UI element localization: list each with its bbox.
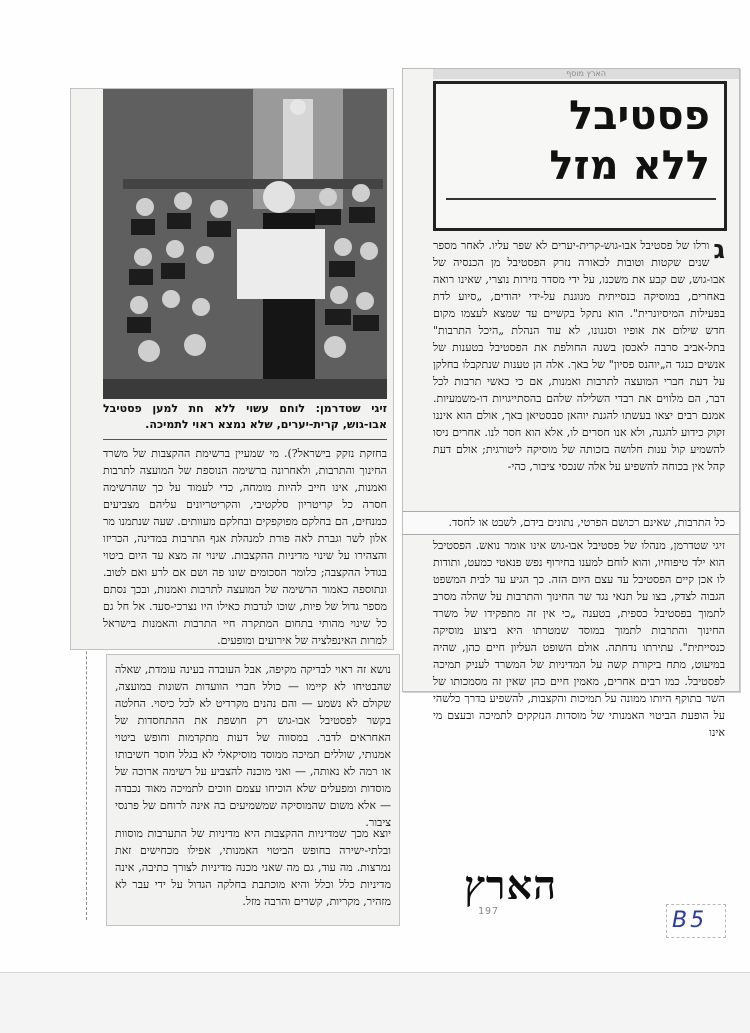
article-column-left-1: בחזקת נזקק בישראל?). מי שמעיין ברשימת ההקצבות של משרד החינוך והתרבות, ולאחרונה ברשימה הנוספת של המועצה לתרבות ואמנות, אינו חייב להיות מומחה, כדי לעמוד על כך שהרשימה חסרה כל קריטריון סלקטיבי, והקריטריונים עליהם מצביעים כמנחים, הם בחלקם מפוקפקים ובחלקם מעוותים. שעה שנתמנו מר אלון לשר וגברת לאה פורת למנהלת אגף התרבות במדינה, הכריזו והצהירו על שינוי מדיניות ההקצבות. שינוי זה מצא עד היום ביטוי בגודל ההקצבה; כלומר הסכומים שונו פה ושם אם לרע ואם לטוב. ונתוספה כאמור הרשימה של המועצה לתרבות ואמנות, ובכך נסתם מספר גדול של פיות, שוכו לנדבות כאילו היו נצרכי-סעד. אל חל גם כל שינוי מהותי בתחום המתקרה חיי התרבות והאמנות בישראל למרות האינפלציה של אירועים ומופעים.	[103, 447, 387, 647]
caption-rule	[103, 439, 387, 440]
date-stamp: 197	[478, 906, 500, 917]
headline-line-2: ללא מזל	[549, 143, 710, 189]
choir-photo	[103, 89, 387, 399]
clipping-left-top	[70, 88, 394, 650]
header-strip: הארץ מוסף	[433, 69, 739, 79]
clipping-right	[402, 68, 740, 739]
drop-cap: ג	[713, 235, 725, 265]
photo-illustration	[103, 89, 387, 399]
article-column-right-2: זיגי שטדרמן, מנהלו של פסטיבל אבו-גוש אינו אומר נואש. הפסטיבל הוא ילד טיפוחיו, והוא לוחם למענו בחירוף נפש פנאטי כמעט, ותודות לו אכן קיים הפסטיבל עד עצם היום הזה. כך הגיע עד לבית המשפט הגבוה לצדק, בצו על תנאי נגד שר החינוך והתרבות על שהלה מסרב לתמוך בפסטיבל כספית, בטענה „כי אין זה מתפקידו של משרד החינוך והתרבות לתמוך במוסד שמטרתו היא ביצוע מוסיקה כנסייתית". עתירתו נדחתה. אולם השופט העליון חיים כהן, שהיה במיעוט, מתח ביקורת קשה על המדיניות של המשרד לעניק תמיכה לפסטיבל. כמו רבים אחרים, מאמין חיים כהן שאין זה מסמכותו של השר בתוקף היותו ממונה על תמיכות והקצבות, להשפיע בדרך כלשהי על הופעת הביטוי האמנותי של מוסדות הנזקקים לתמיכה ובעצם מי אינו	[433, 539, 725, 739]
article-column-left-3: יוצא מכך שמדיניות ההקצבות היא מדיניות של התערבות מוסוות ובלתי-ישירה בחופש הביטוי האמנותי, אפילו מכחישים זאת נמרצות. מה עוד, גם מה שאני מכנה מדיניות לצורך כתיבה, אינה מדיניות כלל וכלל והיא מוכתבת בחלקה הגדול על ידי עבר לא מזהיר, מקריות, קשרים והרבה מזל.	[115, 827, 391, 908]
article-column-left-2: נושא זה ראוי לבדיקה מקיפה, אבל העובדה בעינה עומדת, שאלה שהבטיחו לא קיימו — כולל חברי הוועדות השונות במועצה, שקולם לא נשמע — והם נהנים מקרדיט לא לכל כיסוי. החלטה בקשר לפסטיבל אבו-גוש רק חושפת את ההתחסדות של האחראים לדבר. במסווה של דעות מתקדמות וחופש ביטוי אמנותי, שוללים תמיכה ממוסד מוסיקאלי לא בגלל חוסר חשיבותו או רמה לא נאותה, — ואני מוכנה להצביע על רשימה ארוכה של מוסדות ומפעלים שלא הוכיחו עצמם וזוכים לתמיכה מאוד נכבדה — אלא משום שהמוסיקה שמשמיעים בה אינה לרוחם של פרנסי ציבור.	[115, 663, 391, 829]
article-column-right-1	[433, 237, 725, 505]
headline-rule	[446, 198, 716, 200]
handwritten-page-code: B5	[672, 908, 708, 933]
headline-line-1: פסטיבל	[568, 93, 710, 139]
overlap-strip	[403, 511, 739, 535]
overlap-line: כל התרבות, שאינם רכושם הפרטי, נתונים בידם, לשבט או לחסד.	[448, 516, 725, 529]
photo-caption: זיגי שטדרמן: לוחם עשוי ללא חת למען פסטיבל אבו-גוש, קרית-יערים, שלא נמצא ראוי לתמיכה.	[103, 402, 387, 431]
headline-box	[433, 81, 727, 231]
scan-bottom-margin	[0, 972, 750, 1033]
newspaper-masthead: הארץ	[464, 862, 558, 909]
article-text: ורלו של פסטיבל אבו-גוש-קרית-יערים לא שפר עליו. לאחר מספר שנים שקטות וטובות לכאורה נזרק הפסטיבל מן הכנסיה של אבו-גוש, שם קבע את משכנו, על ידי מסדר נזירות נוצרי, שאינו רואה באחרים, במוסיקה כנסייתית מנוגנת על-ידי יהודים, „סיוע לדת בפעילות המיסיונרית". הוא נתקל בקשיים עד שמצא לעצמו מקום חדש שילום את אופיו וסגנונו, לא עוד הנהלת „היכל התרבות" בתל-אביב סרבה לאכסן בשנה החולפת את הפסטיבל בטענות של אנשים כנגד ה„יוהנס פסיון" של באך. אלה הן טענות שנתקבלו בחלקן על דעת חברי המועצה לתרבות ואמנות, אם כי כאשי תרבות לכל דבר, הם מלווים את רבדי השלילה שלהם בהסתייגויות דו-משמעיות. אמנם רבים יצאו בעשתו להגנת יוהאן סבסטיאן באך, אולם הוא איננו זקוק כידוע להגנה, ולא אנו חסרים לו, אלא הוא חסר לנו. אחרים ניסו להשמיע קול ענות חלושה בזכותה של מוסיקה ליטורגית; אולם דעת קהל אין בכוחה להשפיע על אלה שנכסי ציבור, כהי-	[433, 239, 725, 473]
clipping-left-bottom	[106, 654, 400, 926]
